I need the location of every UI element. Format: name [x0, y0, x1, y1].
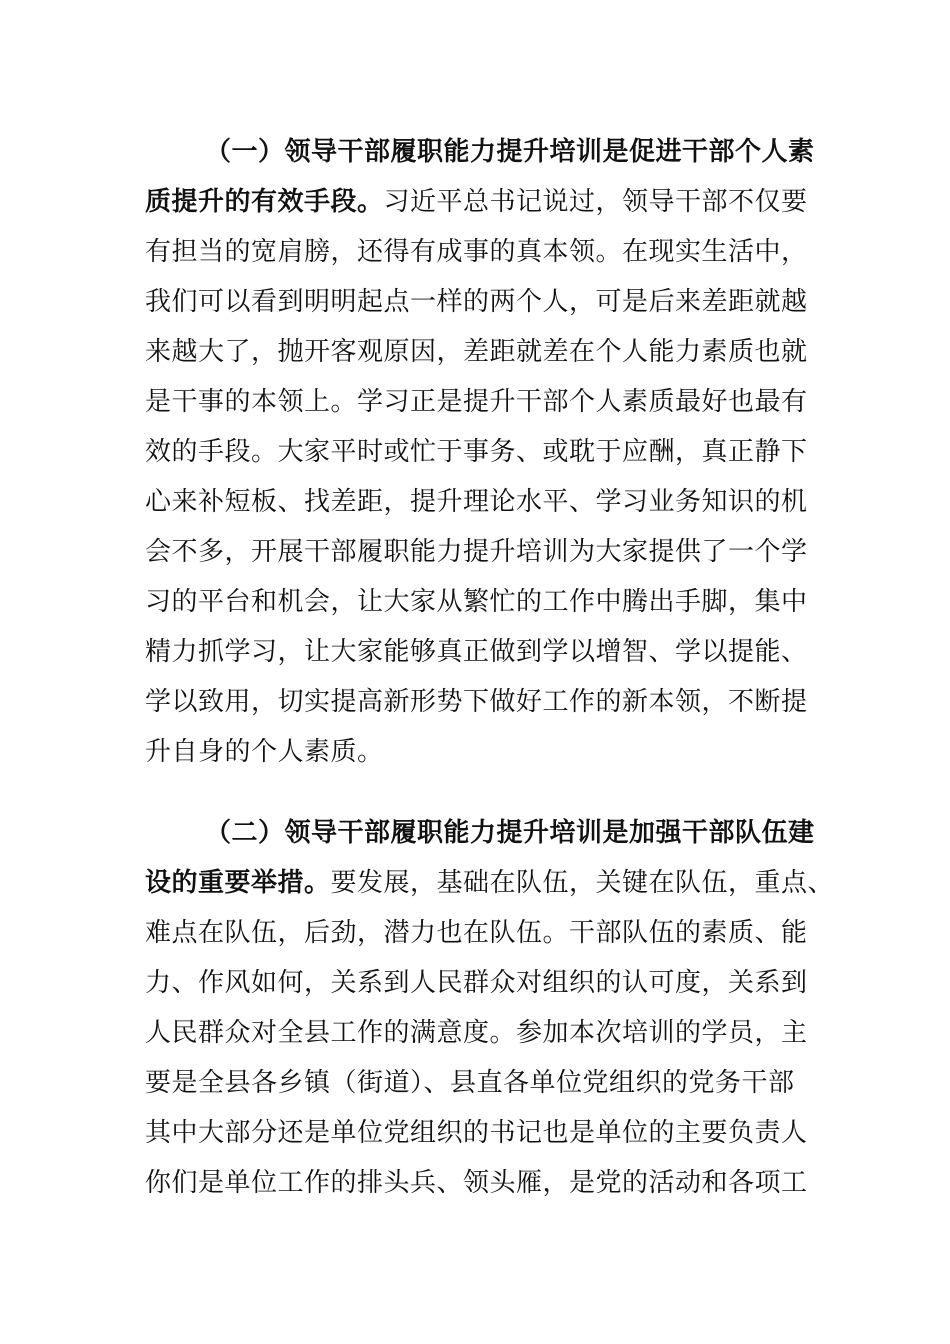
bold-heading-text: 质提升的有效手段。 — [145, 187, 384, 217]
body-text: 难点在队伍，后劲，潜力也在队伍。干部队伍的素质、能 — [145, 918, 808, 948]
text-line — [145, 808, 825, 858]
text-line — [145, 227, 825, 277]
body-text: 力、作风如何，关系到人民群众对组织的认可度，关系到 — [145, 968, 808, 998]
text-line — [145, 1058, 825, 1108]
body-text: 效的手段。大家平时或忙于事务、或耽于应酬，真正静下 — [145, 437, 808, 467]
text-line — [145, 627, 825, 677]
body-text: 会不多，开展干部履职能力提升培训为大家提供了一个学 — [145, 537, 808, 567]
text-line — [145, 908, 825, 958]
text-line — [145, 958, 825, 1008]
bold-heading-text: （二）领导干部履职能力提升培训是加强干部队伍建 — [205, 818, 815, 848]
text-line — [145, 177, 825, 227]
text-line — [145, 1158, 825, 1208]
text-line — [145, 858, 835, 908]
body-text: 要是全县各乡镇（街道）、县直各单位党组织的党务干部 — [145, 1068, 795, 1098]
body-text: 要发展，基础在队伍，关键在队伍，重点、 — [330, 868, 835, 898]
text-line — [145, 277, 825, 327]
text-line — [145, 527, 825, 577]
body-text: 学以致用，切实提高新形势下做好工作的新本领，不断提 — [145, 687, 808, 717]
bold-heading-text: （一）领导干部履职能力提升培训是促进干部个人素 — [205, 137, 815, 167]
body-text: 升自身的个人素质。 — [145, 737, 384, 767]
paragraph-2 — [145, 808, 835, 1208]
body-text: 习近平总书记说过，领导干部不仅要 — [383, 187, 808, 217]
text-line — [145, 1108, 825, 1158]
paragraph-1 — [145, 127, 825, 777]
body-text: 你们是单位工作的排头兵、领头雁，是党的活动和各项工 — [145, 1168, 808, 1198]
body-text: 有担当的宽肩膀，还得有成事的真本领。在现实生活中， — [145, 237, 808, 267]
bold-heading-text: 设的重要举措。 — [145, 868, 331, 898]
text-line — [145, 1008, 825, 1058]
text-line — [145, 127, 825, 177]
text-line — [145, 577, 825, 627]
body-text: 是干事的本领上。学习正是提升干部个人素质最好也最有 — [145, 387, 808, 417]
text-line — [145, 477, 825, 527]
body-text: 心来补短板、找差距，提升理论水平、学习业务知识的机 — [145, 487, 808, 517]
text-line — [145, 327, 825, 377]
body-text: 习的平台和机会，让大家从繁忙的工作中腾出手脚，集中 — [145, 587, 808, 617]
text-line — [145, 677, 825, 727]
text-line — [145, 727, 825, 777]
body-text: 我们可以看到明明起点一样的两个人，可是后来差距就越 — [145, 287, 808, 317]
body-text: 来越大了，抛开客观原因，差距就差在个人能力素质也就 — [145, 337, 808, 367]
body-text: 人民群众对全县工作的满意度。参加本次培训的学员，主 — [145, 1018, 808, 1048]
text-line — [145, 377, 825, 427]
text-line — [145, 427, 825, 477]
body-text: 其中大部分还是单位党组织的书记也是单位的主要负责人 — [145, 1118, 808, 1148]
body-text: 精力抓学习，让大家能够真正做到学以增智、学以提能、 — [145, 637, 808, 667]
